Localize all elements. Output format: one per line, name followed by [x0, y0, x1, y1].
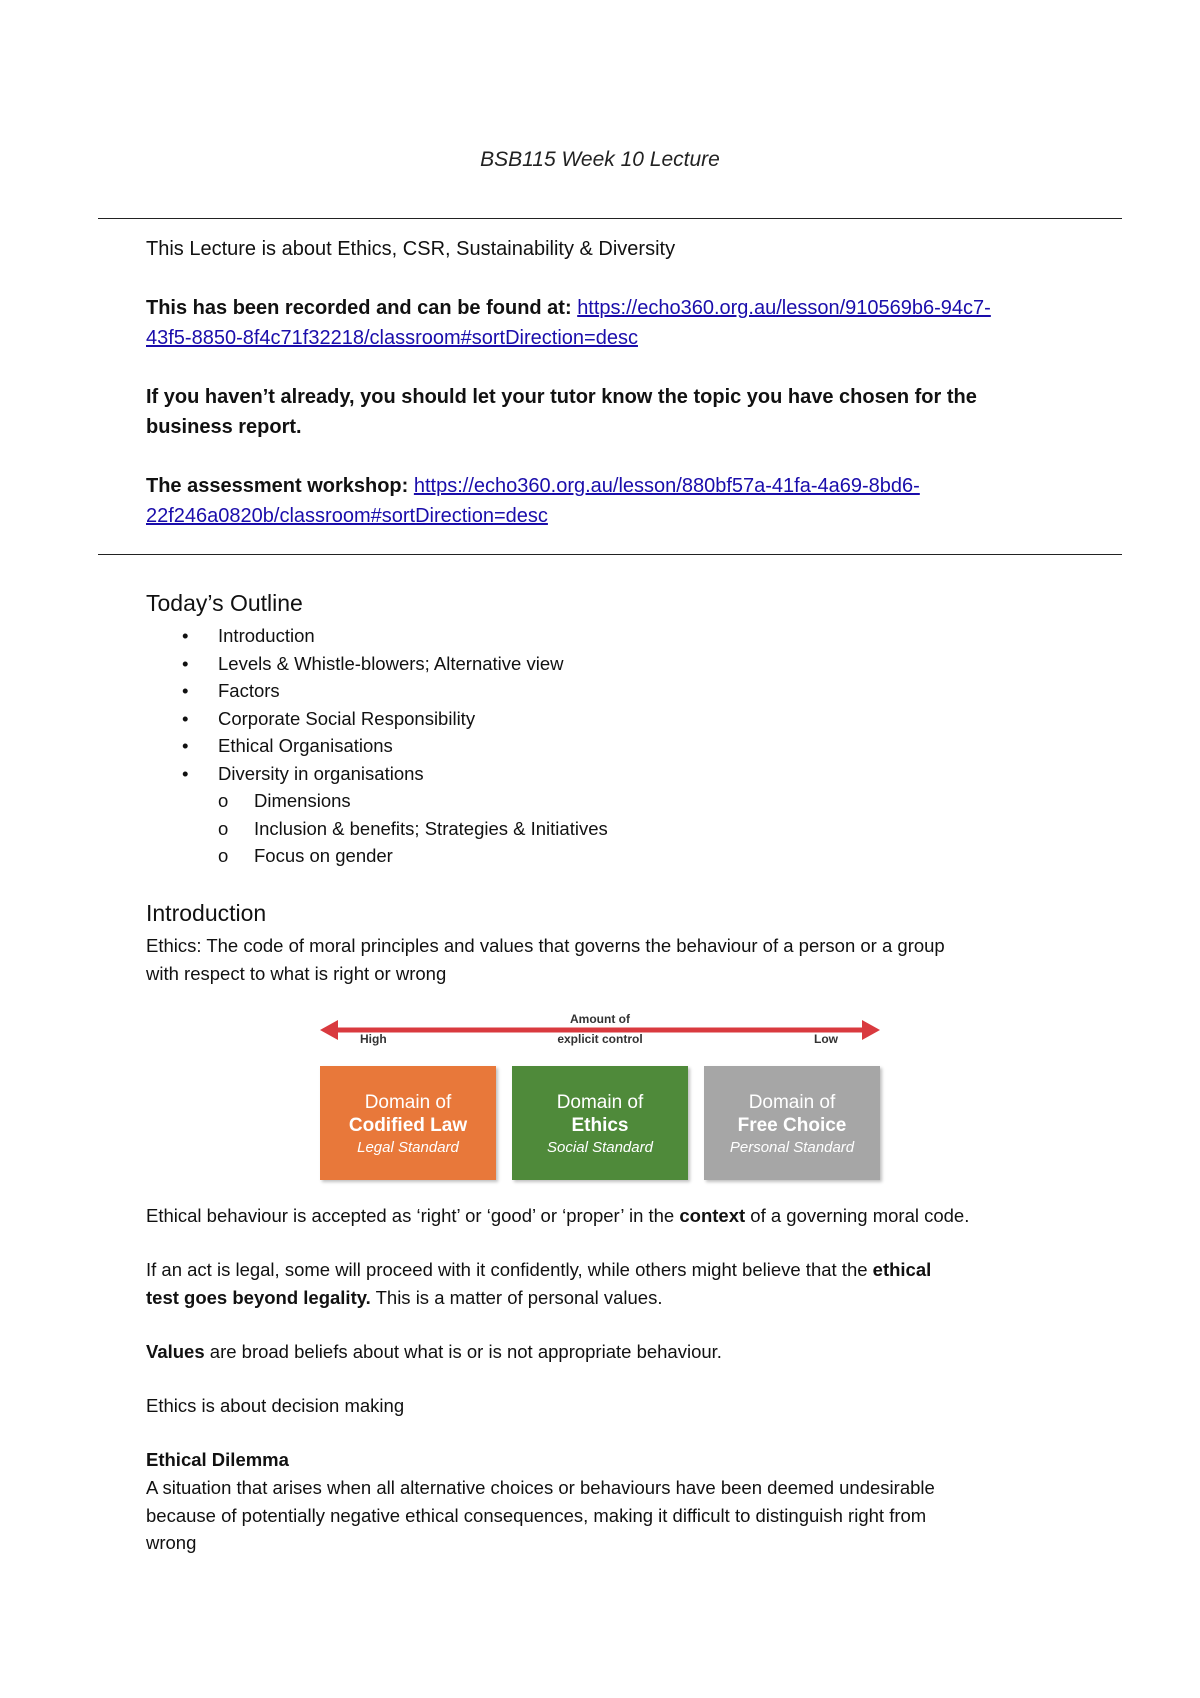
workshop-link-part2[interactable]: 22f246a0820b/classroom#sortDirection=desc — [146, 505, 548, 527]
outline-list — [146, 622, 608, 870]
text-run: wrong — [146, 1532, 197, 1553]
arrow-label-top: Amount of — [570, 1012, 630, 1026]
ethics-definition-line2: with respect to what is right or wrong — [146, 962, 447, 984]
outline-item-label: Introduction — [218, 625, 315, 646]
about-line: This Lecture is about Ethics, CSR, Sustainability & Diversity — [146, 238, 676, 260]
outline-subitem-label: Inclusion & benefits; Strategies & Initiatives — [254, 817, 608, 839]
outline-item — [146, 650, 608, 678]
outline-subitem-label: Focus on gender — [254, 845, 393, 866]
tutor-line-1: If you haven’t already, you should let your tutor know the topic you have chosen for the — [146, 386, 977, 408]
bullet-icon: • — [182, 735, 189, 756]
outline-item — [146, 760, 608, 788]
outline-item — [146, 732, 608, 760]
outline-item-label: Ethical Organisations — [218, 735, 393, 756]
outline-subitem — [146, 815, 608, 843]
domains-diagram — [320, 1012, 880, 1187]
text-run: This is a matter of personal values. — [370, 1286, 663, 1308]
top-divider — [98, 218, 1122, 219]
recording-link-part1[interactable]: https://echo360.org.au/lesson/910569b6-94c7- — [577, 297, 991, 319]
text-run-bold: test goes beyond legality. — [146, 1286, 371, 1308]
intro-box — [146, 234, 1076, 531]
text-run: A situation that arises when all alternative choices or behaviours have been deemed undesirable — [146, 1477, 935, 1498]
legality-paragraph — [146, 1256, 1066, 1311]
domain-box-line3: Personal Standard — [729, 1139, 855, 1156]
domain-box-line2: Ethics — [571, 1115, 629, 1136]
sub-bullet-icon: o — [218, 817, 229, 839]
domain-box-ethics — [512, 1066, 688, 1180]
arrow-label-low: Low — [814, 1032, 838, 1046]
domain-box-codified-law — [320, 1066, 496, 1180]
outline-item-label: Levels & Whistle-blowers; Alternative view — [218, 652, 564, 674]
tutor-line-2: business report. — [146, 416, 302, 438]
recorded-prefix: This has been recorded and can be found at: — [146, 297, 578, 319]
domain-box-line2: Free Choice — [737, 1115, 847, 1136]
recording-link-part2[interactable]: 43f5-8850-8f4c71f32218/classroom#sortDirection=desc — [146, 327, 638, 349]
ethical-behaviour-paragraph — [146, 1202, 1066, 1230]
outline-item — [146, 622, 608, 650]
bullet-icon: • — [182, 625, 189, 646]
bullet-icon: • — [182, 680, 189, 701]
outline-item — [146, 705, 608, 733]
outline-item-label: Corporate Social Responsibility — [218, 707, 476, 729]
dilemma-definition — [146, 1474, 1066, 1557]
outline-heading: Today’s Outline — [146, 590, 303, 616]
text-run: of a governing moral code. — [745, 1205, 970, 1226]
bullet-icon: • — [182, 652, 189, 674]
outline-item — [146, 677, 608, 705]
text-run: because of potentially negative ethical consequences, making it difficult to distinguish right from — [146, 1504, 927, 1526]
values-paragraph — [146, 1338, 1066, 1366]
outline-item-label: Factors — [218, 680, 280, 701]
domain-box-line1: Domain of — [748, 1092, 836, 1113]
domain-box-free-choice — [704, 1066, 880, 1180]
introduction-heading: Introduction — [146, 900, 267, 926]
text-run-bold: context — [679, 1205, 746, 1226]
outline-item-label: Diversity in organisations — [218, 762, 424, 784]
workshop-line — [146, 471, 1076, 531]
domain-box-line3: Social Standard — [547, 1139, 653, 1156]
sub-bullet-icon: o — [218, 790, 229, 811]
workshop-prefix: The assessment workshop: — [146, 475, 414, 497]
dilemma-heading: Ethical Dilemma — [146, 1449, 289, 1470]
arrow-label-bottom: explicit control — [557, 1032, 643, 1046]
text-run: Ethical behaviour is accepted as ‘right’ or ‘good’ or ‘proper’ in the — [146, 1205, 680, 1226]
text-run-bold: Values — [146, 1341, 205, 1362]
outline-subitem-label: Dimensions — [254, 790, 351, 811]
domain-box-line3: Legal Standard — [357, 1139, 459, 1156]
arrow-label-high: High — [360, 1032, 387, 1046]
workshop-link-part1[interactable]: https://echo360.org.au/lesson/880bf57a-41fa-4a69-8bd6- — [413, 475, 920, 497]
text-run: If an act is legal, some will proceed with it confidently, while others might believe that the — [146, 1259, 873, 1280]
domain-box-line1: Domain of — [364, 1092, 452, 1113]
decision-making-paragraph: Ethics is about decision making — [146, 1395, 405, 1416]
ethics-definition — [146, 932, 1066, 987]
outline-subitem — [146, 787, 608, 815]
document-title: BSB115 Week 10 Lecture — [480, 148, 720, 171]
tutor-line — [146, 382, 1076, 442]
text-run-bold: ethical — [872, 1259, 932, 1280]
outline-subitem — [146, 842, 608, 870]
bullet-icon: • — [182, 707, 189, 729]
sub-bullet-icon: o — [218, 845, 229, 866]
bottom-divider — [98, 554, 1122, 555]
text-run: are broad beliefs about what is or is not appropriate behaviour. — [204, 1341, 722, 1362]
recorded-line — [146, 293, 1076, 353]
bullet-icon: • — [182, 762, 189, 784]
domain-box-line2: Codified Law — [348, 1115, 468, 1136]
domain-box-line1: Domain of — [556, 1092, 644, 1113]
ethics-definition-line1: Ethics: The code of moral principles and values that governs the behaviour of a person or a group — [146, 935, 945, 956]
